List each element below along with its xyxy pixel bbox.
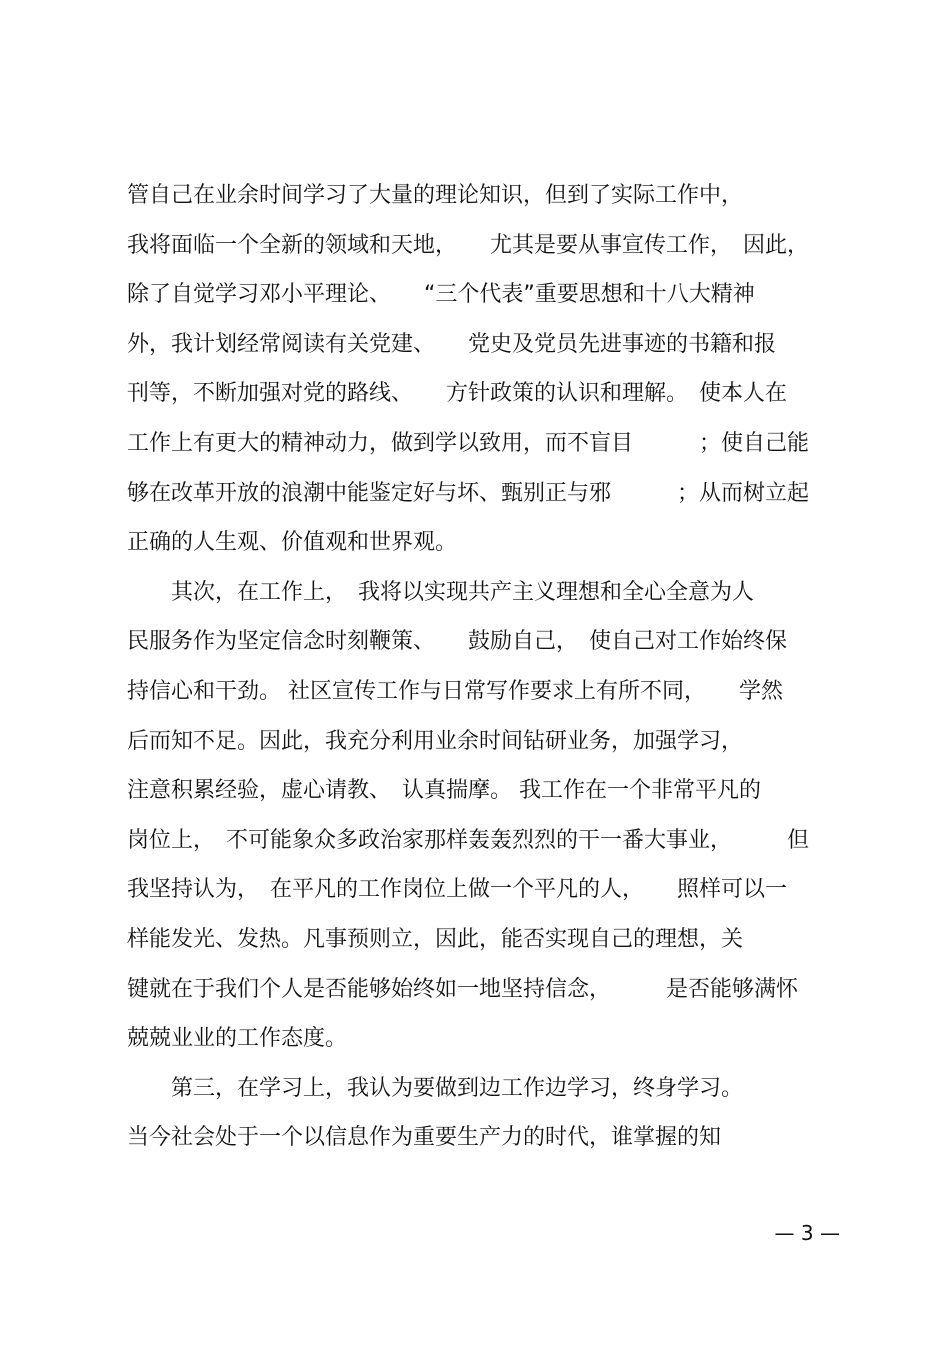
text-line-3: 除了自觉学习邓小平理论、 “三个代表”重要思想和十八大精神 [127, 282, 755, 308]
text-line-2: 我将面临一个全新的领域和天地， 尤其是要从事宣传工作， 因此， [127, 232, 810, 258]
text-line-14: 岗位上， 不可能象众多政治家那样轰轰烈烈的干一番大事业， 但 [127, 827, 810, 853]
text-line-11: 持信心和干劲。 社区宣传工作与日常写作要求上有所不同， 学然 [127, 678, 783, 704]
text-line-15: 我坚持认为， 在平凡的工作岗位上做一个平凡的人， 照样可以一 [127, 877, 788, 903]
text-line-1: 管自己在业余时间学习了大量的理论知识，但到了实际工作中， [127, 183, 744, 208]
text-line-7: 够在改革开放的浪潮中能鉴定好与坏、甄别正与邪 ；从而树立起 [127, 480, 810, 506]
text-line-17: 键就在于我们个人是否能够始终如一地坚持信念， 是否能够满怀 [127, 976, 799, 1002]
text-line-8: 正确的人生观、价值观和世界观。 [127, 530, 458, 556]
body-text [127, 176, 832, 1168]
text-line-5: 刊等，不断加强对党的路线、 方针政策的认识和理解。 使本人在 [127, 381, 788, 407]
text-line-12: 后而知不足。因此，我充分利用业余时间钻研业务，加强学习， [127, 728, 744, 754]
text-line-6: 工作上有更大的精神动力，做到学以致用，而不盲目 ；使自己能 [127, 430, 810, 456]
text-line-9: 其次，在工作上， 我将以实现共产主义理想和全心全意为人 [127, 579, 755, 605]
text-line-19: 第三，在学习上，我认为要做到边工作边学习，终身学习。 [127, 1075, 744, 1101]
page-number: — 3 — [774, 1221, 840, 1245]
text-line-4: 外，我计划经常阅读有关党建、 党史及党员先进事迹的书籍和报 [127, 331, 777, 357]
text-line-13: 注意积累经验，虚心请教、 认真揣摩。 我工作在一个非常平凡的 [127, 778, 761, 804]
text-line-18: 兢兢业业的工作态度。 [127, 1026, 348, 1052]
text-line-16: 样能发光、发热。凡事预则立，因此，能否实现自己的理想，关 [127, 926, 744, 952]
text-line-10: 民服务作为坚定信念时刻鞭策、 鼓励自己， 使自己对工作始终保 [127, 629, 788, 655]
text-line-20: 当今社会处于一个以信息作为重要生产力的时代，谁掌握的知 [127, 1125, 722, 1151]
